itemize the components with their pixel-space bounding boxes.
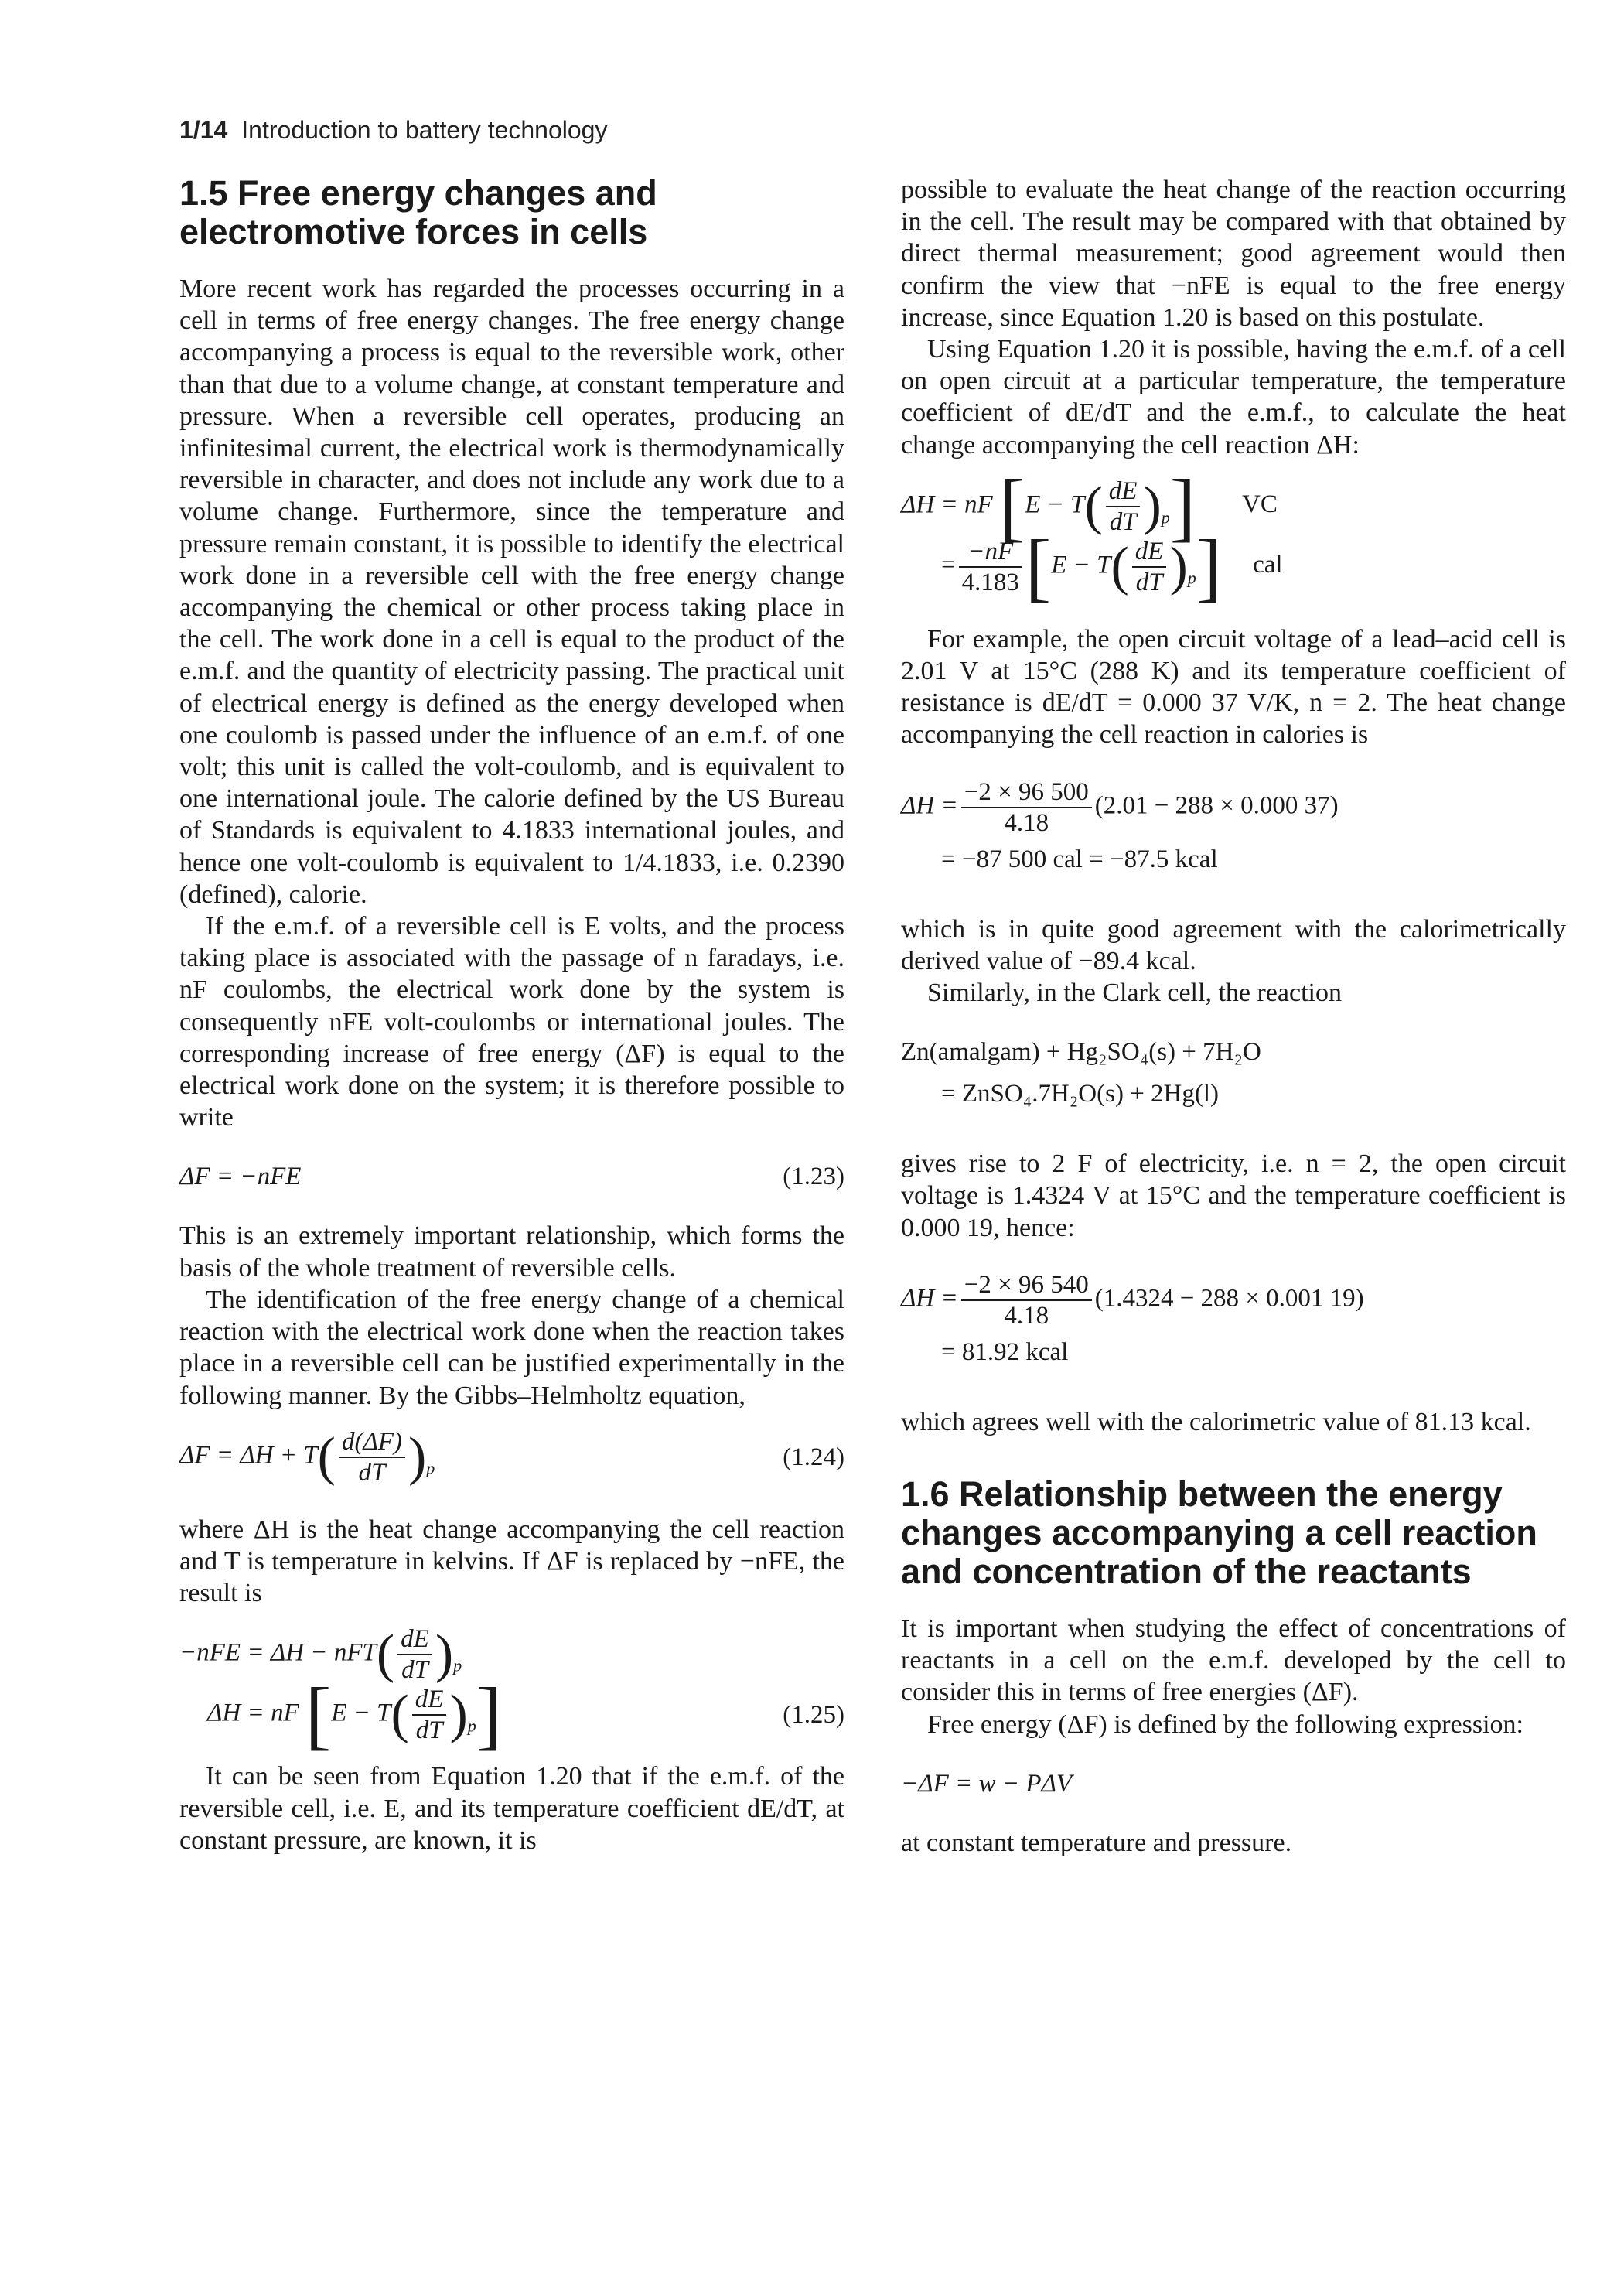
- subscript: p: [453, 1655, 462, 1675]
- right-column: [901, 174, 1566, 1859]
- paragraph: possible to evaluate the heat change of the reaction occurring in the cell. The result may be compared with that obtained by direct thermal measurement; good agreement would then confirm the view that −nFE is equal to the free energy increase, since Equation 1.20 is based on this postulate.: [901, 176, 1566, 332]
- subscript: p: [1161, 507, 1170, 528]
- page-number: 1/14: [179, 116, 228, 144]
- equation-gibbs-substituted: −nFE = ΔH − nFT( $\frac{dE}{dT}$ )$_p$: [179, 1624, 462, 1685]
- section-heading-1-5: 1.5 Free energy changes and electromotive forces in cells: [179, 173, 657, 251]
- reaction-clark-cell-line1: Zn(amalgam) + Hg₂SO₄(s) + 7H₂O: [901, 1038, 1261, 1067]
- equation-number: (1.25): [783, 1701, 844, 1730]
- equation-lead-acid-example: [901, 777, 1566, 838]
- equation-lhs: ΔH =: [901, 791, 958, 820]
- equation-inner: E − T: [1025, 490, 1085, 519]
- equation-number: (1.24): [783, 1443, 844, 1471]
- fraction-denominator: dT: [401, 1656, 428, 1685]
- equation-lead-acid-result: = −87 500 cal = −87.5 kcal: [941, 845, 1218, 873]
- paragraph: Similarly, in the Clark cell, the reaction: [927, 978, 1342, 1008]
- fraction-denominator: 4.183: [961, 568, 1019, 596]
- fraction-numerator: d(ΔF): [339, 1427, 405, 1458]
- paragraph: It is important when studying the effect of concentrations of reactants in a cell on the e.m.f. developed by the cell to consider this in terms of free energies (ΔF).: [901, 1614, 1566, 1707]
- paragraph: For example, the open circuit voltage of a lead–acid cell is 2.01 V at 15°C (288 K) and its temperature coefficient of resistance is dE/dT = 0.000 37 V/K, n = 2. The heat change accompanying the cell reaction in calories is: [901, 624, 1566, 750]
- paragraph: It can be seen from Equation 1.20 that if the e.m.f. of the reversible cell, i.e. E, and its temperature coefficient dE/dT, at constant pressure, are known, it is: [179, 1762, 844, 1855]
- unit-label: cal: [1253, 551, 1283, 579]
- fraction-denominator: dT: [1135, 568, 1163, 596]
- paragraph: gives rise to 2 F of electricity, i.e. n = 2, the open circuit voltage is 1.4324 V at 15°C and the temperature coefficient is 0.000 19, hence:: [901, 1149, 1566, 1242]
- equation-1-24: ΔF = ΔH + T( $\frac{d(\Delta F)}{dT}$ )$_p$ (1.24): [179, 1426, 844, 1487]
- paragraph: which is in quite good agreement with the calorimetrically derived value of −89.4 kcal.: [901, 914, 1566, 975]
- fraction-denominator: dT: [415, 1716, 443, 1745]
- equation-rest: (1.4324 − 288 × 0.001 19): [1094, 1284, 1364, 1313]
- fraction-denominator: dT: [358, 1458, 386, 1487]
- running-head: [179, 116, 607, 145]
- fraction-numerator: dE: [1106, 476, 1141, 507]
- reaction-clark-cell-line2: = ZnSO₄.7H₂O(s) + 2Hg(l): [941, 1080, 1220, 1108]
- paragraph: More recent work has regarded the processes occurring in a cell in terms of free energy changes. The free energy change accompanying a process is equal to the reversible work, other than that due to a volume change, at constant temperature and pressure. When a reversible cell operates, producing an infinitesimal current, the electrical work is thermodynamically reversible in character, and does not include any work due to a volume change. Furthermore, since the temperature and pressure remain constant, it is possible to identify the electrical work done in a reversible cell with the free energy change accompanying the chemical or other process taking place in the cell. The work done in a cell is equal to the product of the e.m.f. and the quantity of electricity passing. The practical unit of electrical energy is defined as the energy developed when one coulomb is passed under the influence of an e.m.f. of one volt; this unit is called the volt-coulomb, and is equivalent to one international joule. The calorie defined by the US Bureau of Standards is equivalent to 4.1833 international joules, and hence one volt-coulomb is equivalent to 1/4.1833, i.e. 0.2390 (defined), calorie.: [179, 275, 844, 909]
- paragraph: Free energy (ΔF) is defined by the following expression:: [927, 1709, 1523, 1739]
- fraction-numerator: dE: [397, 1624, 432, 1655]
- paragraph: at constant temperature and pressure.: [901, 1828, 1292, 1857]
- equation-lhs: ΔH = nF: [207, 1699, 299, 1727]
- equation-lhs: ΔH = nF: [901, 490, 993, 519]
- equation-clark-example: [901, 1270, 1566, 1330]
- equation-rest: (2.01 − 288 × 0.000 37): [1094, 791, 1339, 820]
- paragraph: If the e.m.f. of a reversible cell is E volts, and the process taking place is associated with the passage of n faradays, i.e. nF coulombs, the electrical work done by the system is consequently nFE volt-coulombs or international joules. The corresponding increase of free energy (ΔF) is equal to the electrical work done on the system; it is therefore possible to write: [179, 912, 844, 1132]
- equation-free-energy-definition: −ΔF = w − PΔV: [901, 1769, 1073, 1798]
- fraction-denominator: 4.18: [1004, 808, 1049, 837]
- paragraph: The identification of the free energy change of a chemical reaction with the electrical work done when the reaction takes place in a reversible cell can be justified experimentally in the following manner. By the Gibbs–Helmholtz equation,: [179, 1285, 844, 1410]
- equation-body: ΔF = −nFE: [179, 1163, 302, 1191]
- section-heading-1-6: 1.6 Relationship between the energy changes accompanying a cell reaction and concentration of the reactants: [901, 1474, 1537, 1592]
- equation-inner: E − T: [1051, 551, 1111, 579]
- fraction-denominator: dT: [1109, 507, 1137, 536]
- equation-heat-change-cal: = $\frac{-nF}{4.183}$ [E − T( $\frac{dE}{dT}$ )$_p$] cal: [941, 523, 1283, 610]
- equation-clark-result: = 81.92 kcal: [941, 1337, 1069, 1366]
- equation-inner: E − T: [331, 1699, 391, 1727]
- fraction-numerator: −nF: [959, 537, 1022, 568]
- fraction-numerator: −2 × 96 540: [961, 1270, 1092, 1301]
- equation-heat-change-vc: ΔH = nF [E − T( $\frac{dE}{dT}$ )$_p$] VC: [901, 463, 1278, 549]
- equation-1-25: ΔH = nF [E − T( $\frac{dE}{dT}$ )$_p$] (1.25): [207, 1672, 844, 1758]
- unit-label: VC: [1242, 490, 1278, 519]
- paragraph: which agrees well with the calorimetric value of 81.13 kcal.: [901, 1407, 1531, 1436]
- paragraph: where ΔH is the heat change accompanying the cell reaction and T is temperature in kelvins. If ΔF is replaced by −nFE, the result is: [179, 1515, 844, 1608]
- left-column: [179, 174, 844, 1856]
- subscript: p: [426, 1458, 435, 1478]
- fraction-denominator: 4.18: [1004, 1301, 1049, 1330]
- equation-1-23: [179, 1159, 844, 1194]
- fraction-numerator: −2 × 96 500: [961, 777, 1092, 808]
- fraction-numerator: dE: [412, 1685, 447, 1716]
- equation-lhs: −nFE = ΔH − nFT: [179, 1638, 377, 1667]
- subscript: p: [1187, 568, 1196, 588]
- subscript: p: [467, 1716, 476, 1736]
- equation-lhs: ΔF = ΔH + T: [179, 1441, 318, 1470]
- paragraph: Using Equation 1.20 it is possible, having the e.m.f. of a cell on open circuit at a particular temperature, the temperature coefficient of dE/dT and the e.m.f., to calculate the heat change accompanying the cell reaction ΔH:: [901, 335, 1566, 459]
- running-title: Introduction to battery technology: [241, 116, 608, 144]
- paragraph: This is an extremely important relationship, which forms the basis of the whole treatment of reversible cells.: [179, 1221, 844, 1282]
- fraction-numerator: dE: [1132, 537, 1167, 568]
- equation-lhs: ΔH =: [901, 1284, 958, 1313]
- equation-number: (1.23): [783, 1163, 844, 1191]
